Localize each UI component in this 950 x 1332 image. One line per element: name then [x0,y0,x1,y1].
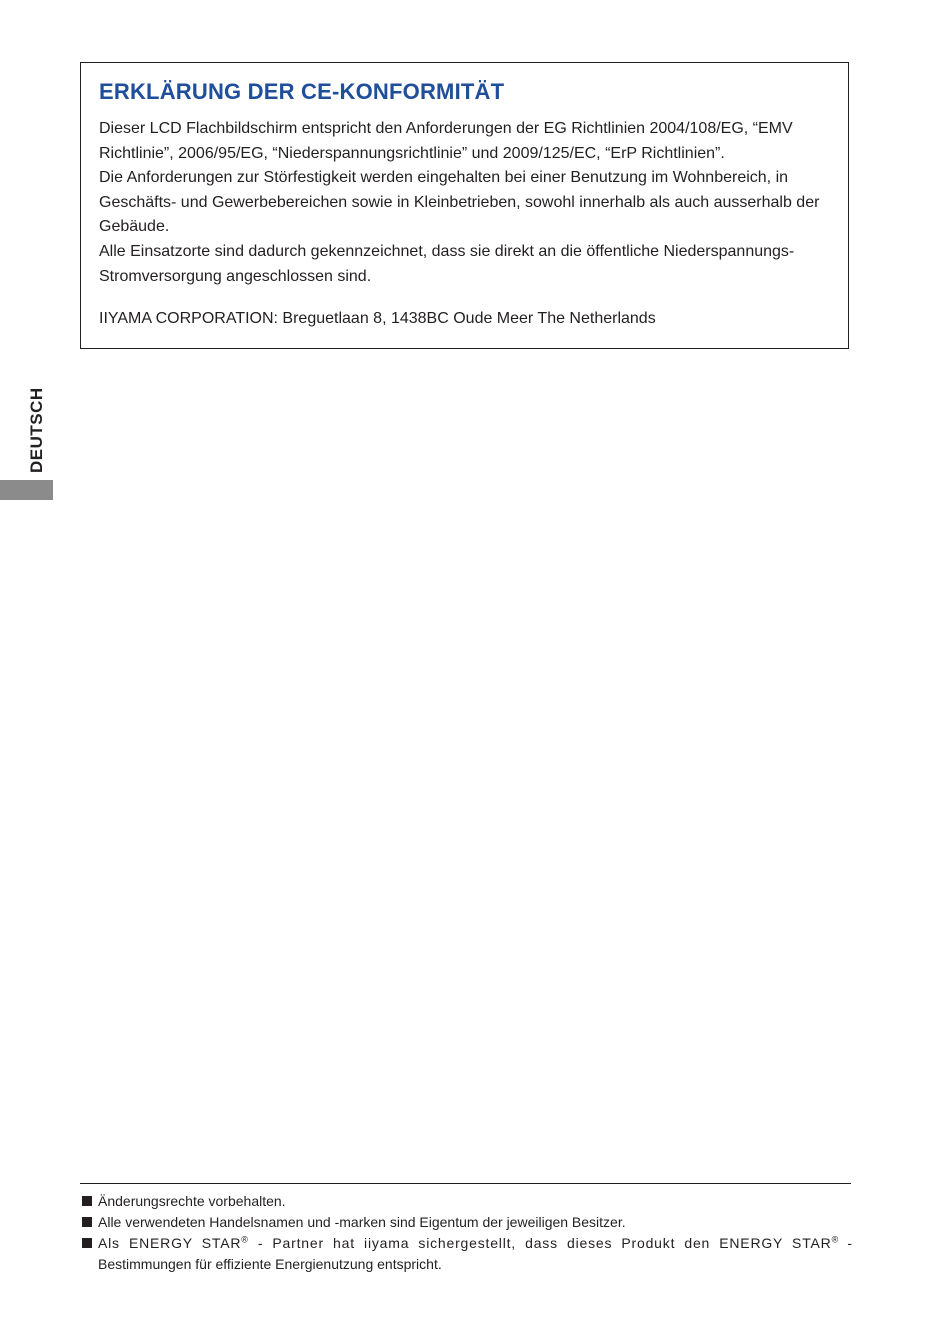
language-side-tab [0,380,53,500]
energy-star-text-start: Als ENERGY STAR [98,1235,242,1251]
manufacturer-address: IIYAMA CORPORATION: Breguetlaan 8, 1438BC Oude Meer The Netherlands [99,310,656,328]
square-bullet-icon [82,1238,92,1248]
footnote-text: Alle verwendeten Handelsnamen und -marken sind Eigentum der jeweiligen Besitzer. [98,1214,626,1230]
footnotes [80,1191,852,1275]
registered-mark: ® [831,1234,839,1245]
ce-declaration-title: ERKLÄRUNG DER CE-KONFORMITÄT [99,79,505,104]
footer-divider [80,1183,851,1184]
square-bullet-icon [82,1196,92,1206]
footnote-item [80,1191,852,1212]
registered-mark: ® [241,1234,249,1245]
footnote-energy-star [80,1233,852,1275]
energy-star-text-end: - Bestimmungen für effiziente Energienutzung entspricht. [98,1235,852,1272]
footnote-text: Änderungsrechte vorbehalten. [98,1193,286,1209]
ce-paragraph-immunity: Die Anforderungen zur Störfestigkeit werden eingehalten bei einer Benutzung im Wohnbereich, in Geschäfts- und Gewerbebereichen sowie in Kleinbetrieben, sowohl innerhalb als auch ausserhalb der Gebäude. [99,169,820,236]
ce-paragraph-locations: Alle Einsatzorte sind dadurch gekennzeichnet, dass sie direkt an die öffentliche Niederspannungs-Stromversorgung angeschlossen sind. [99,242,795,285]
energy-star-text-middle: - Partner hat iiyama sichergestellt, dass dieses Produkt den ENERGY STAR [248,1235,832,1251]
language-tab-label: DEUTSCH [27,387,46,473]
ce-paragraph-emv: Dieser LCD Flachbildschirm entspricht den Anforderungen der EG Richtlinien 2004/108/EG, “EMV Richtlinie”, 2006/95/EG, “Niederspannungsrichtlinie” und 2009/125/EC, “ErP Richtlinien”. [99,120,793,162]
square-bullet-icon [82,1217,92,1227]
ce-declaration-body [99,117,830,289]
language-tab-marker [0,480,53,500]
ce-declaration-box [80,62,849,349]
footnote-item [80,1212,852,1233]
